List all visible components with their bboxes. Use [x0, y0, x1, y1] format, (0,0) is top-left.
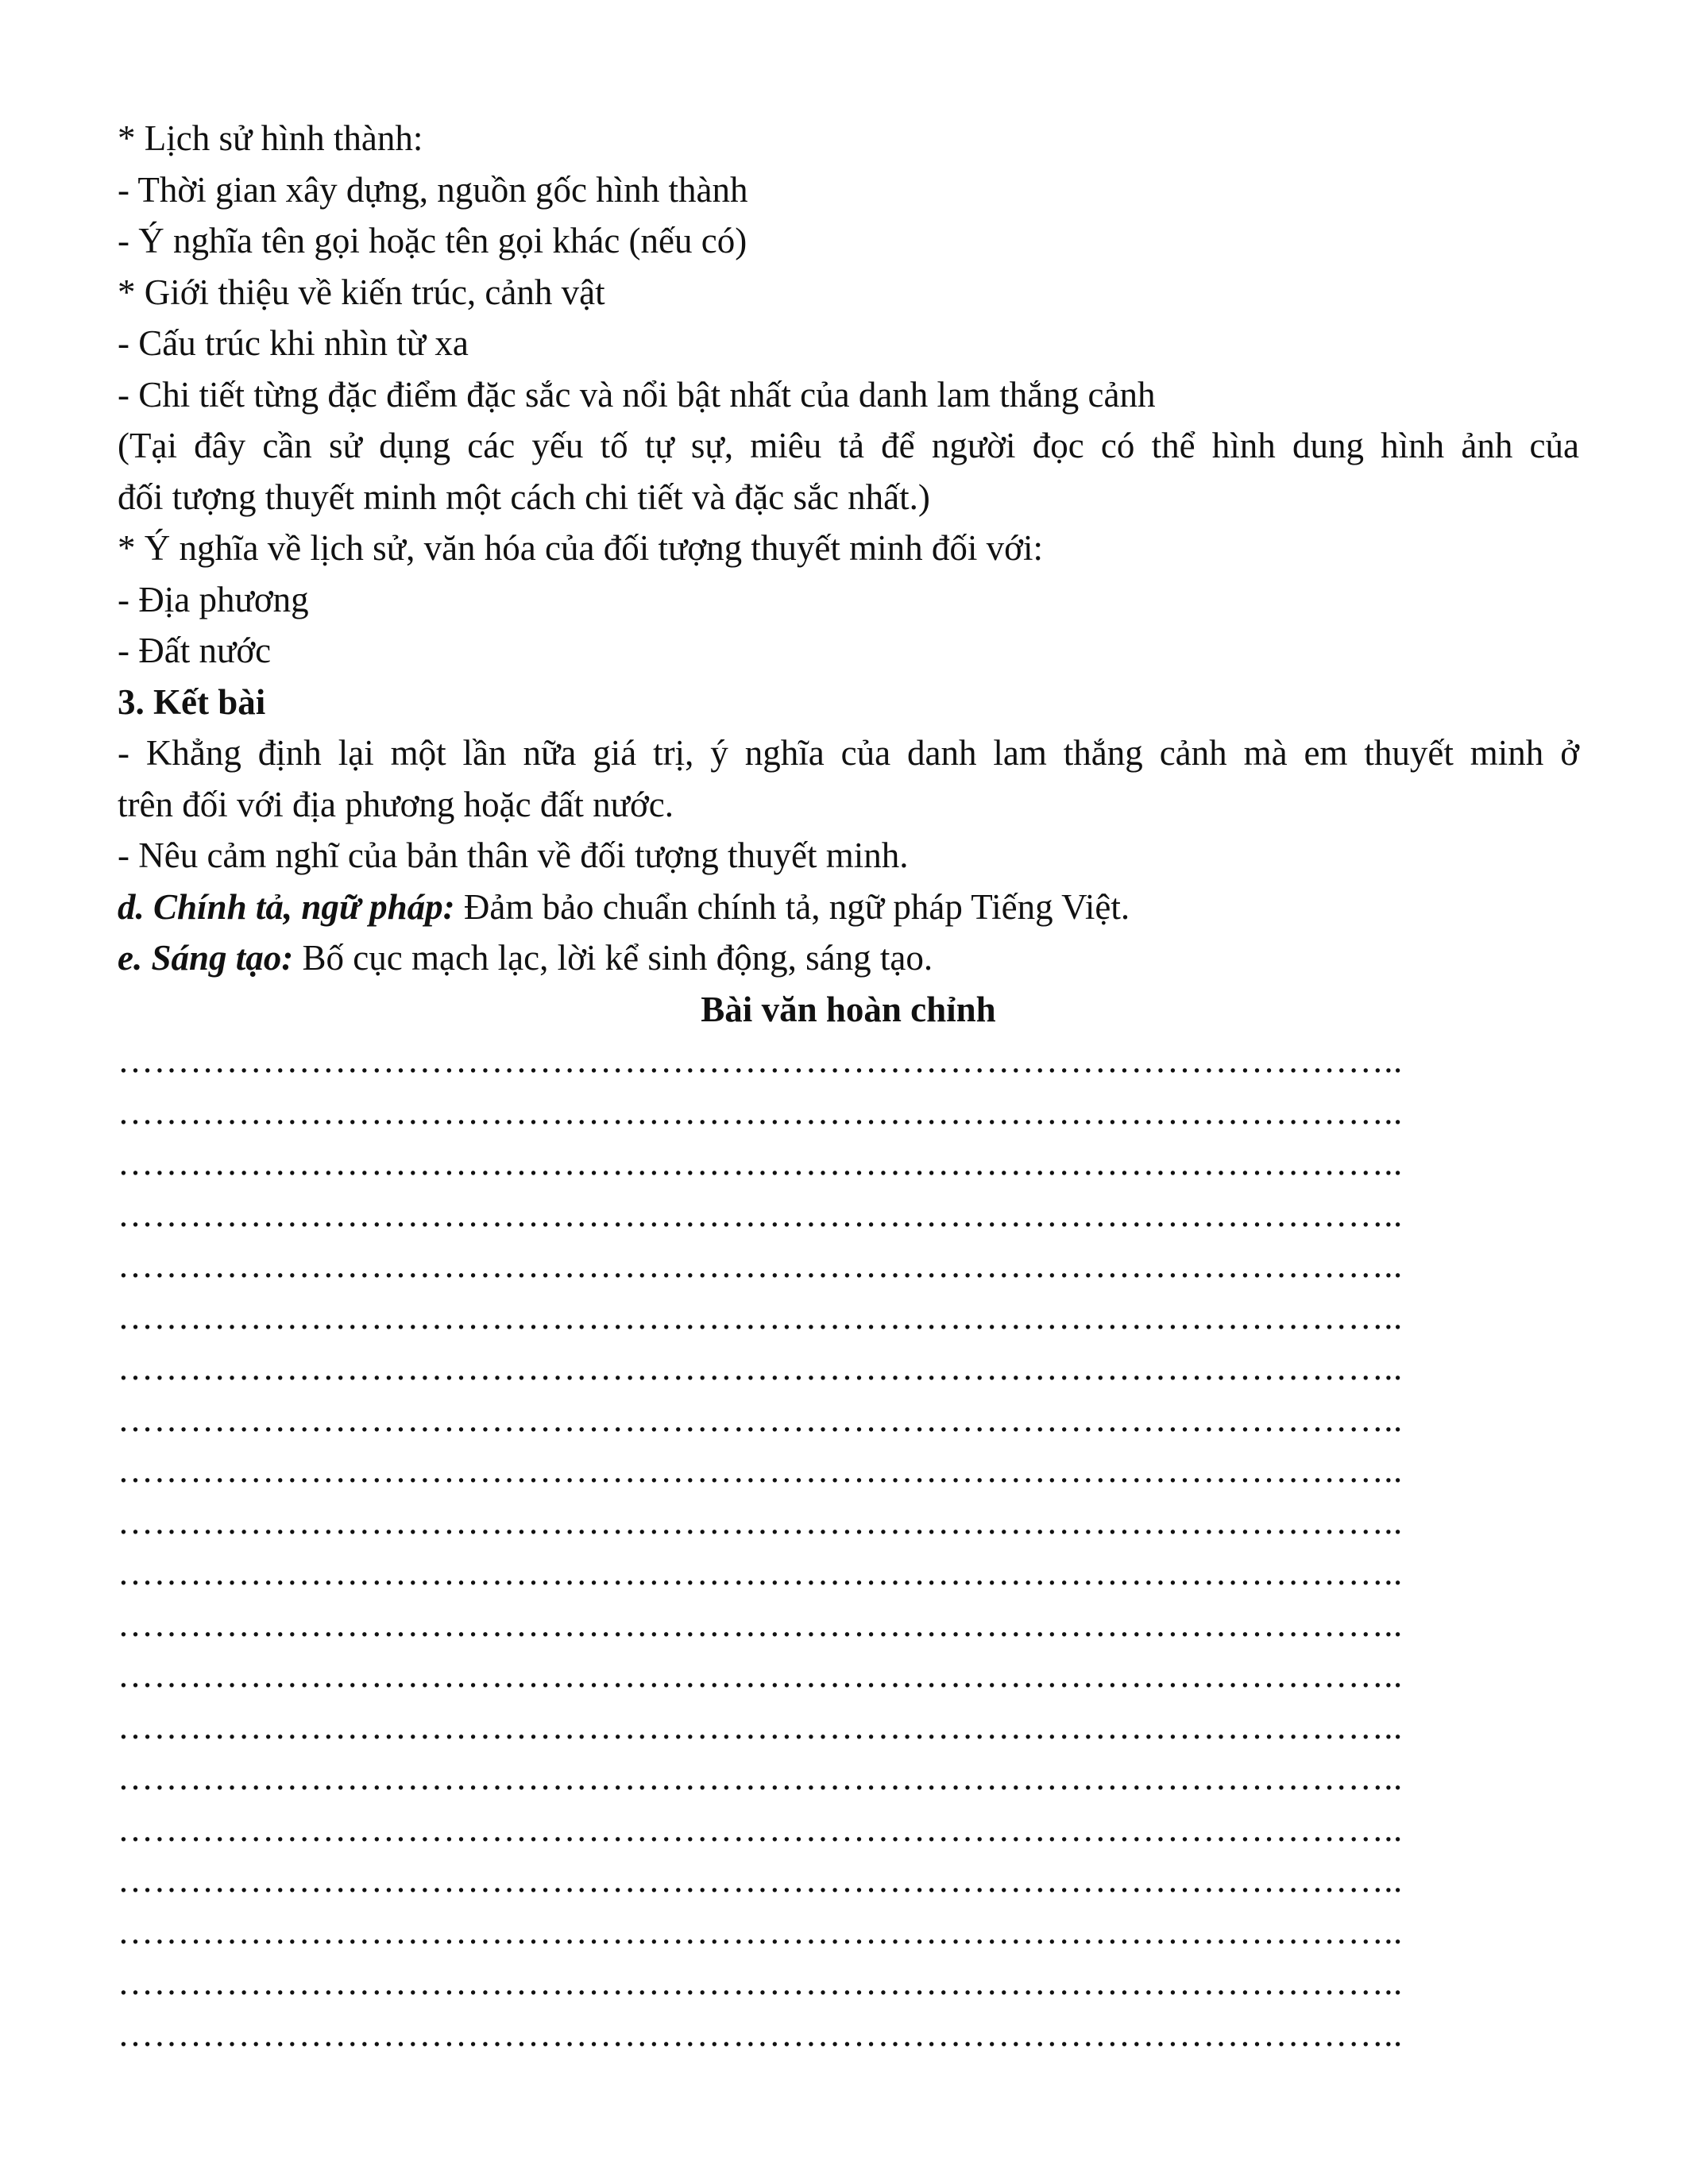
history-heading: * Lịch sử hình thành: — [118, 118, 423, 158]
document-page — [118, 113, 1579, 2059]
essay-blank-line: …………………………………………………………………………………………….. — [118, 1450, 1403, 1490]
architecture-note-line-2: đối tượng thuyết minh một cách chi tiết và đặc sắc nhất.) — [118, 477, 930, 517]
criteria-creativity-label: e. Sáng tạo: — [118, 938, 294, 978]
essay-blank-line: …………………………………………………………………………………………….. — [118, 1296, 1403, 1337]
essay-blank-line: …………………………………………………………………………………………….. — [118, 1758, 1403, 1797]
essay-blank-line: …………………………………………………………………………………………….. — [118, 1091, 1403, 1132]
essay-blank-line: …………………………………………………………………………………………….. — [118, 1603, 1403, 1644]
essay-title: Bài văn hoàn chỉnh — [701, 989, 996, 1029]
architecture-note-line-1: (Tại đây cần sử dụng các yếu tố tự sự, miêu tả để người đọc có thể hình dung hình ảnh của — [118, 426, 1579, 465]
essay-blank-line: …………………………………………………………………………………………….. — [118, 1860, 1403, 1900]
essay-blank-line: …………………………………………………………………………………………….. — [118, 1655, 1403, 1695]
essay-blank-line: …………………………………………………………………………………………….. — [118, 1706, 1403, 1746]
essay-blank-line: …………………………………………………………………………………………….. — [118, 1501, 1403, 1542]
essay-blank-line: …………………………………………………………………………………………….. — [118, 2013, 1403, 2054]
criteria-spelling-text: Đảm bảo chuẩn chính tả, ngữ pháp Tiếng Việt. — [454, 886, 1130, 927]
conclusion-heading: 3. Kết bài — [118, 681, 266, 722]
essay-blank-line: …………………………………………………………………………………………….. — [118, 1040, 1403, 1080]
criteria-spelling-label: d. Chính tả, ngữ pháp: — [118, 886, 455, 927]
conclusion-item-feelings: - Nêu cảm nghĩ của bản thân về đối tượng thuyết minh. — [118, 835, 909, 875]
essay-blank-line: …………………………………………………………………………………………….. — [118, 1553, 1403, 1592]
significance-item-local: - Địa phương — [118, 579, 309, 619]
conclusion-item-affirm-line-1: - Khẳng định lại một lần nữa giá trị, ý nghĩa của danh lam thắng cảnh mà em thuyết minh ở — [118, 733, 1579, 773]
history-item-name-meaning: - Ý nghĩa tên gọi hoặc tên gọi khác (nếu có) — [118, 221, 747, 260]
history-item-time: - Thời gian xây dựng, nguồn gốc hình thành — [118, 169, 748, 210]
architecture-item-details: - Chi tiết từng đặc điểm đặc sắc và nổi bật nhất của danh lam thắng cảnh — [118, 374, 1156, 415]
conclusion-item-affirm-line-2: trên đối với địa phương hoặc đất nước. — [118, 784, 674, 824]
significance-item-country: - Đất nước — [118, 631, 272, 670]
essay-blank-line: …………………………………………………………………………………………….. — [118, 1911, 1403, 1951]
criteria-creativity — [118, 932, 1579, 984]
essay-blank-line: …………………………………………………………………………………………….. — [118, 1245, 1403, 1285]
significance-heading: * Ý nghĩa về lịch sử, văn hóa của đối tượng thuyết minh đối với: — [118, 528, 1043, 568]
essay-blank-line: …………………………………………………………………………………………….. — [118, 1194, 1403, 1234]
essay-writing-area — [118, 1035, 1579, 2059]
architecture-heading: * Giới thiệu về kiến trúc, cảnh vật — [118, 272, 605, 312]
architecture-item-structure: - Cấu trúc khi nhìn từ xa — [118, 323, 469, 363]
essay-blank-line: …………………………………………………………………………………………….. — [118, 1962, 1403, 2002]
criteria-creativity-text: Bố cục mạch lạc, lời kể sinh động, sáng tạo. — [293, 938, 933, 978]
essay-blank-line: …………………………………………………………………………………………….. — [118, 1143, 1403, 1183]
essay-blank-line: …………………………………………………………………………………………….. — [118, 1348, 1403, 1387]
essay-blank-line: …………………………………………………………………………………………….. — [118, 1399, 1403, 1439]
criteria-spelling — [118, 882, 1579, 933]
essay-blank-line: …………………………………………………………………………………………….. — [118, 1808, 1403, 1849]
